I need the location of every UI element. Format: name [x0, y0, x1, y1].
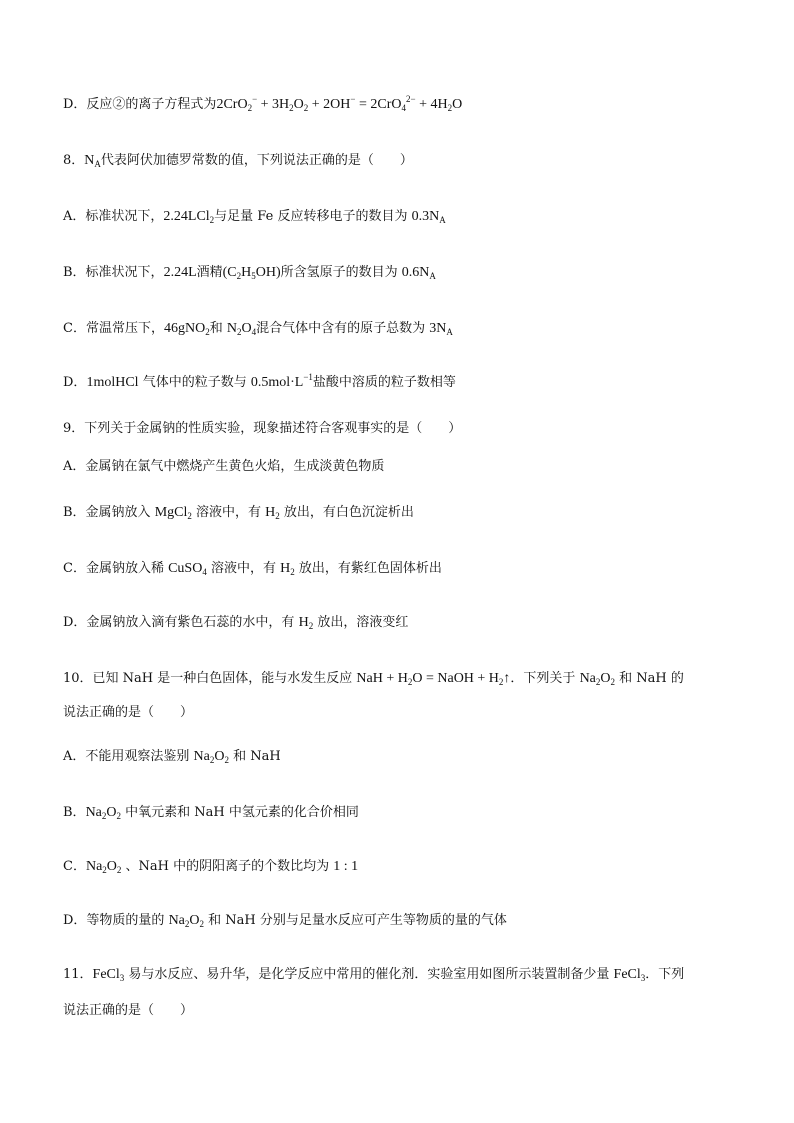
question-line-q9: 9．下列关于金属钠的性质实验，现象描述符合客观事实的是（ ）: [63, 421, 462, 436]
question-line-q11b: 说法正确的是（ ）: [63, 1003, 194, 1018]
question-line-q9c: C．金属钠放入稀 CuSO$_4$ 溶液中，有 $H_2$ 放出，有紫红色固体析出: [63, 561, 442, 577]
question-line-q9b: B．金属钠放入 MgCl$_2$ 溶液中，有 $H_2$ 放出，有白色沉淀析出: [63, 505, 414, 521]
question-line-q10: 10．已知 NaH 是一种白色固体，能与水发生反应 NaH + $H_2O$ = NaOH + $H_2↑$．下列关于 $Na_2O_2$ 和 NaH 的: [63, 671, 684, 687]
question-line-q10b: 说法正确的是（ ）: [63, 705, 194, 720]
question-line-q9a: A．金属钠在氯气中燃烧产生黄色火焰，生成淡黄色物质: [63, 459, 385, 474]
question-line-q10c: C．$Na_2O_2$ 、NaH 中的阴阳离子的个数比均为 1 : 1: [63, 859, 359, 875]
question-line-q10a: A．不能用观察法鉴别 $Na_2O_2$ 和 NaH: [63, 749, 281, 765]
question-line-q10d: D．等物质的量的 $Na_2O_2$ 和 NaH 分别与足量水反应可产生等物质的量的气体: [63, 913, 507, 929]
question-line-q8d: D．1molHCl 气体中的粒子数与 $0.5mol\cdot L^{-1}$盐酸中溶质的粒子数相等: [63, 372, 456, 390]
question-line-q8a: A．标准状况下，2.24LCl$_2$与足量 Fe 反应转移电子的数目为 $0.3N_A$: [63, 209, 446, 225]
question-line-d7: D．反应②的离子方程式为$2CrO_2^- + 3H_2O_2 + 2OH^- = 2CrO_4^{2-} + 4H_2O$: [63, 94, 463, 113]
question-line-q8b: B．标准状况下，2.24L酒精$(C_2H_5OH)$所含氢原子的数目为 $0.6N_A$: [63, 265, 436, 281]
question-line-q9d: D．金属钠放入滴有紫色石蕊的水中，有 $H_2$ 放出，溶液变红: [63, 615, 409, 631]
question-line-q10bb: B．$Na_2O_2$ 中氧元素和 NaH 中氢元素的化合价相同: [63, 805, 359, 821]
question-line-q8: 8．$N_A$代表阿伏加德罗常数的值，下列说法正确的是（ ）: [63, 153, 413, 169]
question-line-q11: 11．FeCl$_3$ 易与水反应、易升华，是化学反应中常用的催化剂．实验室用如图所示装置制备少量 FeCl$_3$．下列: [63, 967, 685, 983]
question-line-q8c: C．常温常压下，46gNO$_2$和 $N_2O_4$混合气体中含有的原子总数为 $3N_A$: [63, 321, 453, 337]
